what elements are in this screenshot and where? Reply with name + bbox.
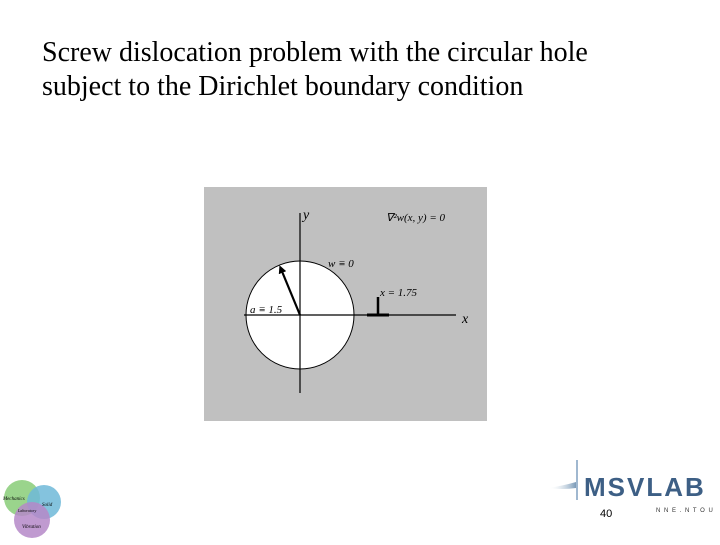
msvlab-name: MSVLAB bbox=[584, 472, 706, 502]
mechanics-lab-logo bbox=[0, 478, 66, 540]
dislocation-figure bbox=[204, 187, 487, 421]
boundary-condition-label: w ≡ 0 bbox=[328, 258, 354, 270]
radius-label: a ≡ 1.5 bbox=[250, 304, 283, 316]
title-line-1: Screw dislocation problem with the circular hole bbox=[42, 37, 588, 68]
logo-text-vibration: Vibration bbox=[22, 525, 41, 530]
title-line-2: subject to the Dirichlet boundary condition bbox=[42, 71, 524, 102]
msvlab-logo bbox=[548, 460, 720, 520]
logo-text-mechanics: Mechanics bbox=[3, 497, 25, 502]
x-axis-label: x bbox=[462, 312, 469, 327]
slide-title bbox=[42, 36, 682, 104]
page-number: 40 bbox=[600, 508, 613, 520]
logo-text-laboratory: Laboratory bbox=[18, 508, 37, 513]
dislocation-diagram bbox=[204, 187, 487, 421]
laplace-equation: ∇²w(x, y) = 0 bbox=[386, 212, 446, 224]
logo-text-solid: Solid bbox=[42, 503, 53, 508]
y-axis-label: y bbox=[303, 208, 310, 223]
dislocation-position-label: x = 1.75 bbox=[380, 287, 418, 299]
msvlab-tagline: N N E . N T O U bbox=[656, 508, 714, 514]
